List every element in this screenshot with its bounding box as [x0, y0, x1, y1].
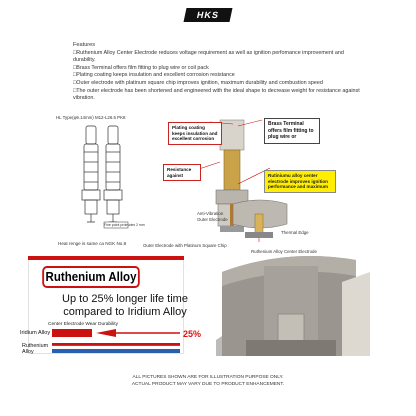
promo-headline: Up to 25% longer life time compared to Iridium Alloy — [62, 293, 188, 318]
ruthenium-label: Ruthenium Alloy — [22, 343, 49, 355]
hks-logo: HKS — [184, 8, 233, 22]
callout-ruthenium: Rutiniumu alloy center electrode improves ignition performance and maximum — [264, 170, 336, 193]
spark-plug-drawing — [58, 122, 158, 232]
promo-title: Ruthenium Alloy — [42, 266, 140, 288]
feature-item: □Outer electrode with platinum square chip improves ignition, maximum durability and combustion speed — [73, 79, 323, 86]
plug-type-label: HL Type(φ9.14mm) M12-L26.5 PK8 — [56, 115, 126, 120]
feature-item: □Brass Terminal offers film fitting to plug wire or coil pack — [73, 64, 209, 71]
feature-item: □Ruthenium Alloy Center Electrode reduces voltage requirement as well as ignition perfomance improvement and durability. — [73, 49, 344, 64]
wear-chart-title: Center Electrode Wear Durability — [48, 322, 119, 327]
ruthenium-bar-blue — [52, 349, 180, 353]
heat-range-note: Heat renge is same ca NGK No.8 — [58, 241, 127, 246]
electrode-closeup-image — [225, 196, 295, 246]
callout-resistance: Resistance against — [163, 164, 201, 181]
iridium-bar — [52, 329, 92, 337]
features-section — [73, 42, 363, 103]
percent-badge: 25% — [183, 329, 202, 339]
ruthenium-bar-red — [52, 343, 180, 346]
callout-brass: Brass Terminal offers film fitting to plug wire or — [264, 118, 320, 144]
label-thermal-edge: Thermal Edge — [281, 230, 309, 235]
label-anti-vibration: Anti-Vibration — [197, 211, 224, 216]
fine-point-note: Fine point protrudes 2 mm — [104, 223, 145, 227]
iridium-label: Iridium Alloy — [20, 330, 51, 336]
promo-red-stripe — [28, 256, 184, 260]
feature-item: □Plating coating keeps insulation and excellent corrosion resistance — [73, 72, 235, 79]
footer-line-1: ALL PICTURES SHOWN ARE FOR ILLUSTRATION PURPOSE ONLY. — [132, 375, 284, 380]
features-title: Features — [73, 42, 96, 48]
wear-bar-chart — [52, 327, 192, 355]
label-ruthenium-center: Ruthenium Alloy Center Electrode — [251, 249, 317, 254]
label-outer-platinum: Outer Electrode with Platinum Square Chip — [143, 243, 227, 248]
label-outer-electrode: Outer Electrode — [197, 217, 228, 222]
arrow-icon — [96, 329, 116, 337]
footer-line-2: ACTUAL PRODUCT MAY VARY DUE TO PRODUCT ENHANCEMENT. — [131, 382, 285, 387]
feature-item: □The outer electrode has been shortened and engineered with the ideal shape to decrease weight for resistance against vibration. — [73, 87, 360, 102]
callout-plating: Plating coating keeps insulation and excellent corrosion — [168, 122, 222, 145]
footer — [0, 374, 416, 388]
